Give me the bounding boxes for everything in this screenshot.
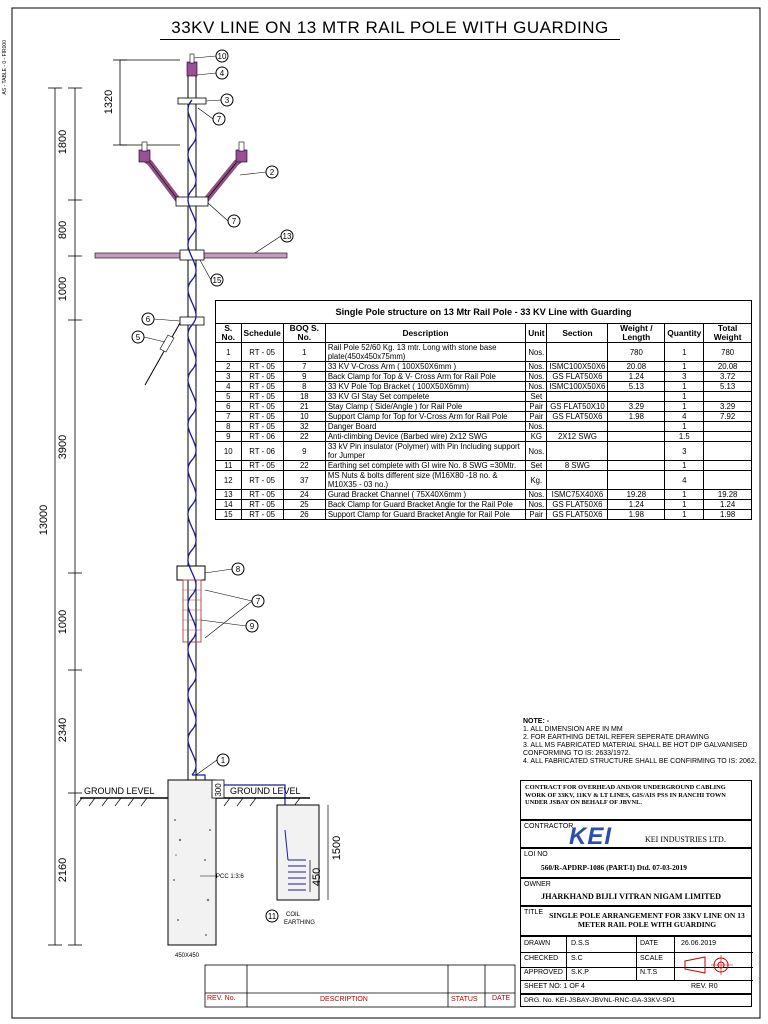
- date-value: 26.06.2019: [681, 940, 717, 947]
- dim-3900: 3900: [57, 434, 69, 460]
- table-cell: RT - 05: [241, 362, 283, 372]
- approved-label: APPROVED: [524, 969, 563, 976]
- kei-logo: KEI: [569, 823, 613, 850]
- dim-1320: 1320: [103, 89, 115, 115]
- callout-15: 15: [212, 276, 222, 285]
- callout-7-guard: 7: [255, 597, 261, 606]
- table-cell: 9: [216, 432, 242, 442]
- pcc-label: PCC 1:3:6: [216, 874, 244, 880]
- ground-level-left-label: GROUND LEVEL: [84, 786, 155, 796]
- table-cell: 1: [283, 343, 325, 362]
- table-cell: 780: [704, 343, 752, 362]
- table-cell: 12: [216, 471, 242, 490]
- projection-symbol-icon: [681, 953, 741, 977]
- table-cell: GS FLAT50X10: [547, 402, 608, 412]
- table-cell: 2: [216, 362, 242, 372]
- table-cell: 1: [665, 362, 704, 372]
- table-cell: 3: [216, 372, 242, 382]
- table-header-cell: Section: [547, 324, 608, 343]
- table-cell: Support Clamp for Guard Bracket Angle for Rail Pole: [325, 510, 525, 520]
- callout-3: 3: [224, 96, 230, 105]
- table-cell: [704, 392, 752, 402]
- table-cell: 1: [665, 510, 704, 520]
- coil-label: COIL: [286, 912, 301, 918]
- drawing-number: DRG. No. KEI-JSBAY-JBVNL-RNC-GA-33KV-SP1: [520, 994, 752, 1007]
- table-cell: 1: [665, 392, 704, 402]
- table-cell: Nos.: [526, 343, 547, 362]
- table-cell: 1.24: [608, 372, 665, 382]
- earthing-label: EARTHING: [284, 920, 315, 926]
- dim-300: 300: [214, 783, 223, 797]
- table-row: [216, 402, 752, 412]
- table-cell: 1: [665, 382, 704, 392]
- table-cell: 19.28: [704, 490, 752, 500]
- table-cell: [547, 471, 608, 490]
- table-cell: 33 kV Pin insulator (Polymer) with Pin Including support for Jumper: [325, 442, 525, 461]
- danger-board: [177, 566, 205, 580]
- table-cell: 4: [665, 471, 704, 490]
- table-cell: 10: [283, 412, 325, 422]
- contractor-row: [520, 820, 752, 848]
- note-3: 3. ALL MS FABRICATED MATERIAL SHALL BE HOT DIP GALVANISED CONFORMING TO IS: 2633/1972.: [523, 742, 748, 757]
- table-row: [216, 510, 752, 520]
- table-row: [216, 362, 752, 372]
- table-cell: 7.92: [704, 412, 752, 422]
- dim-2340: 2340: [57, 717, 69, 743]
- note-1: 1. ALL DIMENSION ARE IN MM: [523, 726, 623, 733]
- contract-text: CONTRACT FOR OVERHEAD AND/OR UNDERGROUND CABLING WORK OF 33KV, 11KV & LT LINES, GIS/AIS PSS IN RANCHI TOWN UNDER JSBAY ON BEHALF OF JBVNL.: [520, 780, 752, 820]
- table-cell: Anti-climbing Device (Barbed wire) 2x12 SWG: [325, 432, 525, 442]
- table-cell: 3: [665, 442, 704, 461]
- table-cell: RT - 05: [241, 461, 283, 471]
- table-cell: [704, 442, 752, 461]
- callout-4: 4: [219, 69, 225, 78]
- date-label: DATE: [640, 940, 659, 947]
- table-cell: 1: [665, 461, 704, 471]
- table-header-cell: Schedule: [241, 324, 283, 343]
- table-cell: RT - 05: [241, 372, 283, 382]
- dim-450: 450: [311, 867, 323, 887]
- table-cell: Nos.: [526, 362, 547, 372]
- bill-of-materials-table: [215, 300, 752, 520]
- pole-top-bracket: [178, 98, 206, 104]
- table-cell: 1.98: [608, 412, 665, 422]
- table-cell: Support Clamp for Top for V-Cross Arm for Rail Pole: [325, 412, 525, 422]
- description-header: DESCRIPTION: [320, 996, 368, 1003]
- table-cell: [608, 442, 665, 461]
- table-row: [216, 461, 752, 471]
- table-header-cell: Total Weight: [704, 324, 752, 343]
- table-cell: 1.24: [704, 500, 752, 510]
- insulator-left: [139, 150, 150, 162]
- table-cell: 1.24: [608, 500, 665, 510]
- table-header-cell: Quantity: [665, 324, 704, 343]
- callout-13: 13: [282, 232, 292, 241]
- table-cell: [547, 422, 608, 432]
- table-cell: 1: [665, 490, 704, 500]
- owner-label: OWNER: [524, 881, 551, 888]
- table-cell: 4: [665, 412, 704, 422]
- title-value: SINGLE POLE ARRANGEMENT FOR 33KV LINE ON 13 METER RAIL POLE WITH GUARDING: [549, 911, 745, 929]
- table-cell: GS FLAT50X6: [547, 510, 608, 520]
- notes-section: [523, 718, 763, 766]
- table-cell: 33 KV V-Cross Arm ( 100X50X6mm ): [325, 362, 525, 372]
- revision-value: REV. R0: [691, 983, 718, 990]
- table-cell: 9: [283, 372, 325, 382]
- table-cell: Earthing set complete with GI wire No. 8 SWG =30Mtr.: [325, 461, 525, 471]
- table-cell: Pair: [526, 402, 547, 412]
- table-cell: Nos.: [526, 372, 547, 382]
- table-cell: [608, 471, 665, 490]
- scale-label: SCALE: [640, 955, 663, 962]
- callout-10: 10: [217, 52, 227, 61]
- table-cell: 780: [608, 343, 665, 362]
- table-cell: RT - 06: [241, 432, 283, 442]
- table-cell: 8 SWG: [547, 461, 608, 471]
- table-row: [216, 490, 752, 500]
- table-cell: Nos.: [526, 422, 547, 432]
- loi-label: LOI NO: [524, 851, 548, 858]
- loi-value: 560/R-APDRP-1086 (PART-I) Dtd. 07-03-2019: [541, 863, 687, 872]
- rev-no-header: REV. No.: [207, 995, 236, 1002]
- table-cell: Stay Clamp ( Side/Angle ) for Rail Pole: [325, 402, 525, 412]
- table-row: [216, 392, 752, 402]
- table-cell: 11: [216, 461, 242, 471]
- cross-arm-clamp: [176, 197, 208, 206]
- table-cell: 10: [216, 442, 242, 461]
- table-cell: Danger Board: [325, 422, 525, 432]
- table-cell: 5.13: [608, 382, 665, 392]
- table-cell: 1.98: [608, 510, 665, 520]
- notes-heading: NOTE: -: [523, 718, 550, 725]
- table-cell: 2X12 SWG: [547, 432, 608, 442]
- table-cell: Nos.: [526, 382, 547, 392]
- owner-value: JHARKHAND BIJLI VITRAN NIGAM LIMITED: [541, 892, 721, 901]
- table-cell: 33 KV Pole Top Bracket ( 100X50X6mm): [325, 382, 525, 392]
- table-cell: Rail Pole 52/60 Kg. 13 mtr. Long with stone base plate(450x450x75mm): [325, 343, 525, 362]
- table-cell: 3.29: [608, 402, 665, 412]
- date-header: DATE: [492, 995, 511, 1002]
- table-cell: RT - 05: [241, 392, 283, 402]
- table-row: [216, 500, 752, 510]
- table-cell: Nos.: [526, 442, 547, 461]
- table-cell: [608, 422, 665, 432]
- table-row: [216, 422, 752, 432]
- table-caption: Single Pole structure on 13 Mtr Rail Pole - 33 KV Line with Guarding: [216, 301, 752, 324]
- table-cell: Pair: [526, 510, 547, 520]
- title-label: TITLE: [524, 909, 544, 916]
- table-cell: GS FLAT50X6: [547, 412, 608, 422]
- table-cell: 7: [216, 412, 242, 422]
- table-cell: 9: [283, 442, 325, 461]
- checked-value: S.C: [571, 955, 583, 962]
- signoff-grid: [520, 936, 752, 994]
- table-cell: Nos.: [526, 490, 547, 500]
- table-cell: 21: [283, 402, 325, 412]
- table-cell: Set: [526, 392, 547, 402]
- base-size-label: 450X450: [175, 953, 200, 959]
- dim-1000-lower: 1000: [57, 609, 69, 635]
- stay-wire: [145, 323, 180, 385]
- table-cell: 1: [665, 422, 704, 432]
- table-header-cell: BOQ S. No.: [283, 324, 325, 343]
- dim-1500: 1500: [331, 835, 343, 861]
- table-cell: [704, 432, 752, 442]
- table-cell: 7: [283, 362, 325, 372]
- table-cell: Pair: [526, 412, 547, 422]
- table-cell: [704, 471, 752, 490]
- table-cell: Nos.: [526, 500, 547, 510]
- table-cell: RT - 05: [241, 490, 283, 500]
- title-row: [520, 906, 752, 936]
- table-cell: 3.72: [704, 372, 752, 382]
- table-cell: RT - 06: [241, 442, 283, 461]
- table-cell: [704, 422, 752, 432]
- table-cell: 25: [283, 500, 325, 510]
- table-cell: Gurad Bracket Channel ( 75X40X6mm ): [325, 490, 525, 500]
- table-row: [216, 343, 752, 362]
- table-cell: GS FLAT50X6: [547, 500, 608, 510]
- note-2: 2. FOR EARTHING DETAIL REFER SEPERATE DRAWING: [523, 734, 710, 741]
- table-cell: [704, 461, 752, 471]
- callout-7-top: 7: [216, 115, 222, 124]
- owner-row: [520, 878, 752, 906]
- table-cell: 1: [665, 500, 704, 510]
- dim-2160: 2160: [57, 857, 69, 883]
- table-cell: 1.5: [665, 432, 704, 442]
- dim-1000-upper: 1000: [57, 276, 69, 302]
- drawing-title: 33KV LINE ON 13 MTR RAIL POLE WITH GUARDING: [160, 17, 620, 40]
- table-header-cell: Weight / Length: [608, 324, 665, 343]
- table-header-cell: Unit: [526, 324, 547, 343]
- table-cell: 4: [216, 382, 242, 392]
- table-cell: RT - 05: [241, 500, 283, 510]
- side-reference-text: AS - TABLE - 0 - FIR000: [2, 40, 8, 95]
- callout-9: 9: [249, 622, 255, 631]
- table-cell: ISMC100X50X6: [547, 362, 608, 372]
- table-cell: [547, 343, 608, 362]
- dim-13000: 13000: [38, 504, 50, 536]
- table-cell: [608, 461, 665, 471]
- table-cell: RT - 05: [241, 471, 283, 490]
- table-cell: 1: [216, 343, 242, 362]
- callout-5: 5: [135, 333, 141, 342]
- table-cell: RT - 05: [241, 382, 283, 392]
- sheet-number: SHEET NO: 1 OF 4: [524, 983, 585, 990]
- table-cell: 37: [283, 471, 325, 490]
- table-cell: 24: [283, 490, 325, 500]
- table-cell: 20.08: [608, 362, 665, 372]
- table-row: [216, 471, 752, 490]
- status-header: STATUS: [451, 996, 478, 1003]
- table-row: [216, 432, 752, 442]
- table-cell: 14: [216, 500, 242, 510]
- table-cell: 1.98: [704, 510, 752, 520]
- note-4: 4. ALL FABRICATED STRUCTURE SHALL BE CONFIRMING TO IS: 2062.: [523, 758, 757, 765]
- pcc-foundation: [168, 780, 216, 945]
- table-cell: 26: [283, 510, 325, 520]
- table-row: [216, 442, 752, 461]
- loi-row: [520, 848, 752, 878]
- table-cell: GS FLAT50X6: [547, 372, 608, 382]
- anti-climbing-device: [183, 580, 201, 642]
- table-row: [216, 412, 752, 422]
- table-cell: 3: [665, 372, 704, 382]
- table-cell: RT - 05: [241, 422, 283, 432]
- table-cell: Kg.: [526, 471, 547, 490]
- table-cell: 13: [216, 490, 242, 500]
- table-cell: Back Clamp for Top & V- Cross Arm for Rail Pole: [325, 372, 525, 382]
- checked-label: CHECKED: [524, 955, 559, 962]
- callout-8: 8: [235, 565, 241, 574]
- table-cell: [547, 392, 608, 402]
- table-cell: 3.29: [704, 402, 752, 412]
- table-header-cell: Description: [325, 324, 525, 343]
- callout-11: 11: [267, 912, 277, 921]
- table-cell: [608, 392, 665, 402]
- callout-2: 2: [269, 168, 275, 177]
- callout-1: 1: [220, 756, 226, 765]
- table-cell: ISMC75X40X6: [547, 490, 608, 500]
- table-cell: 5: [216, 392, 242, 402]
- table-cell: [547, 442, 608, 461]
- table-header-cell: S. No.: [216, 324, 242, 343]
- approved-value: S.K.P: [571, 969, 589, 976]
- table-cell: 32: [283, 422, 325, 432]
- table-cell: RT - 05: [241, 412, 283, 422]
- table-cell: ISMC100X50X6: [547, 382, 608, 392]
- dim-800: 800: [57, 220, 69, 240]
- table-cell: 8: [283, 382, 325, 392]
- table-cell: RT - 05: [241, 343, 283, 362]
- table-row: [216, 382, 752, 392]
- contractor-label: CONTRACTOR: [524, 823, 574, 830]
- insulator-right: [236, 150, 247, 162]
- stay-clamp: [180, 317, 204, 325]
- table-cell: 22: [283, 432, 325, 442]
- ground-level-right-label: GROUND LEVEL: [230, 786, 301, 796]
- top-insulator: [187, 62, 197, 76]
- scale-value: N.T.S: [640, 969, 658, 976]
- drawn-label: DRAWN: [524, 940, 551, 947]
- table-cell: 8: [216, 422, 242, 432]
- table-cell: RT - 05: [241, 402, 283, 412]
- callout-6: 6: [145, 315, 151, 324]
- table-cell: Set: [526, 461, 547, 471]
- table-cell: [608, 432, 665, 442]
- table-row: [216, 372, 752, 382]
- table-cell: RT - 05: [241, 510, 283, 520]
- drawn-value: D.S.S: [571, 940, 590, 947]
- table-cell: 20.08: [704, 362, 752, 372]
- table-cell: 1: [665, 402, 704, 412]
- table-cell: 1: [665, 343, 704, 362]
- table-cell: 22: [283, 461, 325, 471]
- table-cell: MS Nuts & bolts different size (M16X80 -18 no. & M10X35 - 03 no.): [325, 471, 525, 490]
- table-cell: 19.28: [608, 490, 665, 500]
- table-cell: KG: [526, 432, 547, 442]
- table-cell: 33 KV GI Stay Set compelete: [325, 392, 525, 402]
- table-cell: 5.13: [704, 382, 752, 392]
- table-cell: 18: [283, 392, 325, 402]
- contractor-name: KEI INDUSTRIES LTD.: [645, 835, 726, 844]
- table-cell: 15: [216, 510, 242, 520]
- dim-1800: 1800: [57, 129, 69, 155]
- callout-7-crossarm: 7: [231, 217, 237, 226]
- table-cell: Back Clamp for Guard Bracket Angle for the Rail Pole: [325, 500, 525, 510]
- table-cell: 6: [216, 402, 242, 412]
